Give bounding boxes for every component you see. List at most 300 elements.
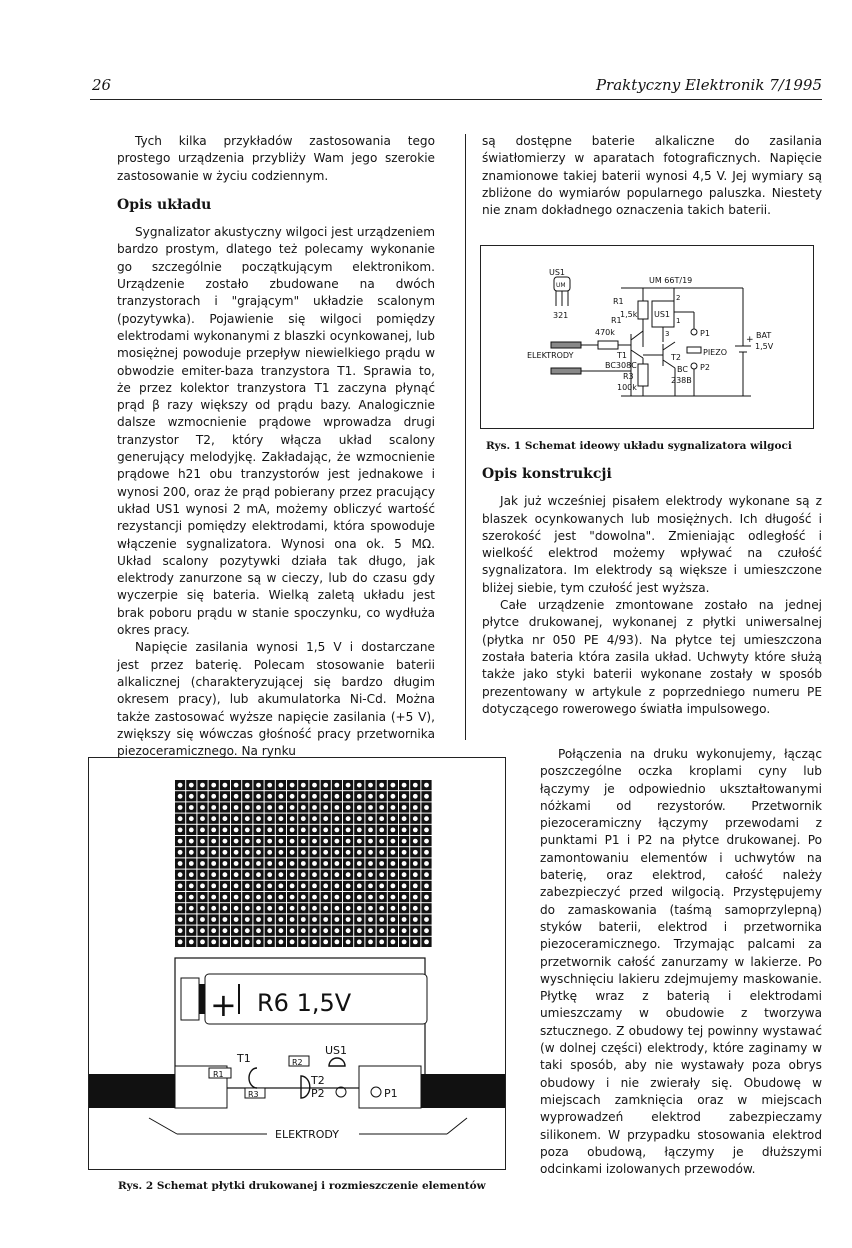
pcb-pad-hole — [256, 783, 261, 788]
pcb-pad-hole — [290, 783, 295, 788]
pin2-label: 2 — [676, 294, 681, 302]
pcb-pad-hole — [245, 794, 250, 799]
pcb-pad-hole — [391, 928, 396, 933]
pcb-pad-hole — [256, 917, 261, 922]
pcb-pad-hole — [312, 884, 317, 889]
pin1-label: 1 — [676, 317, 681, 325]
pcb-pad-hole — [335, 884, 340, 889]
pcb-pad-hole — [256, 872, 261, 877]
pcb-pad-hole — [178, 850, 183, 855]
section-heading-circuit: Opis układu — [117, 196, 212, 213]
pcb-pad-hole — [200, 884, 205, 889]
pcb-pad-hole — [391, 805, 396, 810]
pcb-pad-hole — [301, 906, 306, 911]
pcb-pad-hole — [211, 805, 216, 810]
pcb-pad-hole — [211, 940, 216, 945]
pcb-pad-hole — [346, 861, 351, 866]
pcb-pad-hole — [223, 895, 228, 900]
pcb-us1-label: US1 — [325, 1044, 348, 1057]
pcb-pad-hole — [234, 928, 239, 933]
pcb-pad-hole — [189, 816, 194, 821]
pcb-pad-hole — [245, 928, 250, 933]
p2-label: P2 — [700, 363, 710, 372]
pcb-pad-hole — [200, 940, 205, 945]
pcb-pad-hole — [211, 895, 216, 900]
pcb-pad-hole — [211, 828, 216, 833]
pcb-pad-hole — [357, 906, 362, 911]
pcb-pad-hole — [267, 839, 272, 844]
pcb-pad-hole — [335, 861, 340, 866]
pcb-pad-hole — [301, 928, 306, 933]
pcb-pad-hole — [223, 940, 228, 945]
pcb-pad-hole — [335, 839, 340, 844]
pcb-pad-hole — [402, 783, 407, 788]
pcb-pad-hole — [368, 906, 373, 911]
pcb-pad-hole — [245, 861, 250, 866]
pcb-pad-hole — [368, 872, 373, 877]
pcb-pad-hole — [279, 828, 284, 833]
pcb-pad-hole — [267, 906, 272, 911]
pcb-pad-hole — [379, 928, 384, 933]
pcb-pad-hole — [424, 872, 429, 877]
pcb-pad-hole — [335, 895, 340, 900]
r1-ref-label: R1 — [611, 316, 622, 325]
journal-title: Praktyczny Elektronik 7/1995 — [595, 76, 822, 94]
pcb-pad-hole — [346, 872, 351, 877]
pcb-pad-hole — [391, 872, 396, 877]
pcb-pad-hole — [234, 884, 239, 889]
pcb-pad-hole — [368, 917, 373, 922]
circuit-paragraph-1: Sygnalizator akustyczny wilgoci jest urządzeniem bardzo prostym, dlatego też polecamy wykonanie go szczególnie początkującym elektronikom. Urządzenie zostało zbudowane na dwóch tranzystorach i "grającym" układzie scalonym (pozytywka). Pojawienie się wilgoci pomiędzy elektrodami wykonanymi z blaszki ocynkowanej, lub mosiężnej powoduje przepływ niewielkiego prądu w obwodzie emiter-baza tranzystora T1. Sprawia to, że przez kolektor tranzystora T1 zaczyna płynąć prąd β razy większy od prądu bazy. Analogicznie dalsze wzmocnienie prądowe wprowadza drugi tranzystor T2, który włącza układ scalony generujący melodyjkę. Zakładając, że wzmocnienie prądowe h21 obu tranzystorów jest jednakowe i wynosi 200, oraz że prąd pobierany przez pracujący układ US1 wynosi 2 mA, możemy obliczyć wartość rezystancji pomiędzy elektrodami, która spowoduje włączenie sygnalizatora. Wynosi ona ok. 5 MΩ. Układ scalony pozytywki działa tak długo, jak elektrody zanurzone są w cieczy, lub do czasu gdy wyczerpie się bateria. Wielką zaletą układu jest brak poboru prądu w stanie spoczynku, co wydłuża okres pracy. — [117, 225, 435, 638]
pcb-pad-hole — [256, 884, 261, 889]
pcb-pad-hole — [290, 794, 295, 799]
pcb-pad-hole — [234, 839, 239, 844]
pcb-pad-hole — [357, 794, 362, 799]
pcb-pad-hole — [391, 884, 396, 889]
pcb-pad-hole — [234, 940, 239, 945]
pcb-pad-hole — [391, 895, 396, 900]
pcb-pad-hole — [256, 828, 261, 833]
pcb-pad-hole — [256, 794, 261, 799]
pcb-pad-hole — [357, 816, 362, 821]
pcb-pad-hole — [245, 783, 250, 788]
pcb-pad-hole — [189, 928, 194, 933]
pcb-pad-hole — [357, 928, 362, 933]
pcb-pad-hole — [178, 884, 183, 889]
pcb-pad-hole — [267, 816, 272, 821]
pcb-pad-hole — [413, 816, 418, 821]
pcb-pad-hole — [279, 805, 284, 810]
pcb-pad-hole — [402, 816, 407, 821]
pcb-pad-hole — [189, 850, 194, 855]
pcb-pad-hole — [346, 783, 351, 788]
pcb-pad-hole — [223, 884, 228, 889]
pcb-pad-hole — [223, 816, 228, 821]
pcb-pad-hole — [279, 861, 284, 866]
pcb-pad-hole — [301, 783, 306, 788]
pcb-pad-hole — [379, 872, 384, 877]
pcb-pad-hole — [312, 850, 317, 855]
pcb-pad-hole — [312, 872, 317, 877]
pcb-pad-hole — [357, 828, 362, 833]
column-divider — [465, 134, 466, 740]
pcb-pad-hole — [301, 917, 306, 922]
pcb-pad-hole — [402, 839, 407, 844]
pcb-pad-hole — [189, 783, 194, 788]
pcb-pad-hole — [402, 850, 407, 855]
pcb-pad-hole — [391, 828, 396, 833]
pcb-pad-hole — [391, 794, 396, 799]
pcb-pad-hole — [290, 884, 295, 889]
pcb-pad-hole — [290, 816, 295, 821]
pcb-pad-hole — [211, 794, 216, 799]
pcb-r1-label: R1 — [213, 1070, 224, 1079]
construction-paragraph-2: Całe urządzenie zmontowane zostało na jednej płytce drukowanej, wykonanej z płytki uniwersalnej (płytka nr 050 PE 4/93). Na płytce tej umieszczona została bateria która zasila układ. Uchwyty które służą także jako styki baterii wykonane zostały w sposób prezentowany w artykule z poprzedniego numeru PE dotyczącego rowerowego światła impulsowego. — [482, 598, 822, 716]
pcb-p2-label: P2 — [311, 1087, 325, 1100]
pcb-pad-hole — [323, 794, 328, 799]
pcb-pad-hole — [290, 940, 295, 945]
pcb-pad-hole — [323, 884, 328, 889]
t2-type2-label: 238B — [671, 376, 692, 385]
pcb-pad-hole — [178, 928, 183, 933]
pcb-pad-hole — [290, 828, 295, 833]
pcb-pad-hole — [223, 872, 228, 877]
pcb-pad-hole — [200, 906, 205, 911]
pcb-pad-hole — [424, 861, 429, 866]
figure-pcb — [88, 757, 506, 1170]
pcb-pad-hole — [200, 783, 205, 788]
pcb-pad-hole — [189, 884, 194, 889]
pcb-pad-hole — [189, 940, 194, 945]
right-column-top — [482, 133, 822, 219]
pcb-pad-hole — [424, 917, 429, 922]
pcb-pad-hole — [234, 828, 239, 833]
t1-type-label: BC308C — [605, 361, 637, 370]
pcb-pad-hole — [223, 928, 228, 933]
pcb-pad-hole — [279, 850, 284, 855]
pcb-pad-hole — [178, 816, 183, 821]
pcb-pad-hole — [178, 940, 183, 945]
pcb-pad-hole — [290, 928, 295, 933]
pcb-pad-hole — [245, 816, 250, 821]
pcb-pad-hole — [189, 839, 194, 844]
pcb-pad-hole — [346, 816, 351, 821]
pcb-pad-hole — [223, 850, 228, 855]
pcb-pad-hole — [245, 917, 250, 922]
pcb-pad-hole — [279, 906, 284, 911]
pcb-pad-hole — [279, 895, 284, 900]
pcb-pad-hole — [424, 940, 429, 945]
pcb-pad-hole — [335, 928, 340, 933]
pcb-pad-hole — [290, 850, 295, 855]
pcb-pad-hole — [200, 895, 205, 900]
pcb-pad-hole — [234, 917, 239, 922]
battery-label: BAT — [756, 331, 772, 340]
pcb-pad-hole — [301, 828, 306, 833]
pcb-pad-hole — [323, 928, 328, 933]
pcb-pad-hole — [402, 872, 407, 877]
pcb-pad-hole — [335, 805, 340, 810]
pcb-pad-hole — [357, 783, 362, 788]
pcb-pad-hole — [357, 895, 362, 900]
pcb-pad-hole — [402, 794, 407, 799]
battery-voltage-label: 1,5V — [755, 342, 774, 351]
pcb-pad-hole — [189, 895, 194, 900]
pcb-pad-hole — [223, 917, 228, 922]
pcb-pad-hole — [379, 861, 384, 866]
pcb-pad-hole — [413, 861, 418, 866]
pcb-pad-hole — [424, 906, 429, 911]
pcb-pad-hole — [379, 794, 384, 799]
pcb-pad-hole — [200, 805, 205, 810]
header-rule — [90, 99, 822, 100]
pcb-pad-hole — [335, 872, 340, 877]
pcb-pad-hole — [413, 884, 418, 889]
pcb-pad-hole — [301, 850, 306, 855]
pcb-pad-hole — [391, 861, 396, 866]
pcb-pad-hole — [301, 940, 306, 945]
r1-label: R1 — [613, 297, 624, 306]
pcb-pad-hole — [267, 783, 272, 788]
right-column-middle — [482, 466, 822, 718]
figure-schematic — [480, 245, 814, 429]
pcb-pad-hole — [200, 861, 205, 866]
pcb-pad-hole — [402, 884, 407, 889]
pcb-pad-hole — [379, 917, 384, 922]
pin3-label: 3 — [665, 330, 670, 338]
pcb-pad-hole — [211, 884, 216, 889]
pcb-pad-hole — [402, 861, 407, 866]
pcb-pad-hole — [413, 906, 418, 911]
pcb-pad-hole — [211, 861, 216, 866]
battery-plus-sign: + — [210, 986, 237, 1024]
pcb-pad-hole — [312, 895, 317, 900]
pcb-pad-hole — [234, 872, 239, 877]
t2-label: T2 — [671, 353, 681, 362]
pcb-pad-hole — [290, 917, 295, 922]
construction-paragraph-3: Połączenia na druku wykonujemy, łącząc poszczególne oczka kroplami cyny lub łączymy je odpowiednio ukształtowanymi nóżkami od rezystorów. Przetwornik piezoceramiczny łączymy przewodami z punktami P1 i P2 na płytce drukowanej. Po zamontowaniu elementów i uchwytów na baterię, oraz elektrod, całość należy zabezpieczyć przed wilgocią. Przystępujemy do zamaskowania (taśmą samoprzylepną) styków baterii, elektrod i przetwornika piezoceramicznego. Trzymając palcami za przetwornik całość zanurzamy w lakierze. Po wyschnięciu lakieru zdejmujemy maskowanie. Płytkę wraz z baterią i elektrodami umieszczamy w obudowie z tworzywa sztucznego. Z obudowy tej powinny wystawać (w dolnej części) elektrody, które zaginamy w taki sposób, aby nie wystawały poza obrys obudowy i nie zwierały się. Obudowę w miejscach zamknięcia oraz w miejscach wyprowadzeń elektrod zabezpieczamy silikonem. W przypadku stosowania elektrod poza obudową, łączymy je dłuższymi odcinkami izolowanych przewodów. — [540, 747, 822, 1177]
pcb-pad-hole — [256, 839, 261, 844]
pcb-t2-label: T2 — [311, 1074, 325, 1087]
pcb-pad-hole — [189, 917, 194, 922]
pcb-pad-hole — [368, 895, 373, 900]
right-column-bottom — [540, 746, 822, 1178]
pcb-pad-hole — [223, 906, 228, 911]
pcb-pad-hole — [346, 884, 351, 889]
pcb-r2-label: R2 — [292, 1058, 303, 1067]
pcb-pad-hole — [267, 805, 272, 810]
r2-value-label: 470k — [595, 328, 615, 337]
pcb-pad-hole — [256, 816, 261, 821]
pcb-pad-hole — [279, 839, 284, 844]
pcb-pad-hole — [189, 906, 194, 911]
pcb-pad-hole — [424, 895, 429, 900]
pcb-pad-hole — [301, 794, 306, 799]
pcb-pad-hole — [413, 928, 418, 933]
pcb-pad-hole — [335, 816, 340, 821]
pcb-pad-hole — [312, 940, 317, 945]
pcb-pad-hole — [279, 794, 284, 799]
pcb-pad-hole — [323, 850, 328, 855]
pcb-drawing — [89, 758, 505, 1169]
pcb-pad-hole — [391, 940, 396, 945]
pcb-pad-hole — [424, 816, 429, 821]
pcb-pad-hole — [379, 828, 384, 833]
pcb-pad-hole — [335, 850, 340, 855]
battery-type-label: R6 1,5V — [257, 989, 352, 1017]
pcb-pad-hole — [256, 861, 261, 866]
pcb-pad-hole — [290, 906, 295, 911]
left-column — [117, 133, 435, 760]
pcb-pad-hole — [379, 850, 384, 855]
figure2-caption: Rys. 2 Schemat płytki drukowanej i rozmieszczenie elementów — [118, 1180, 486, 1192]
pcb-pad-hole — [223, 861, 228, 866]
pcb-pad-hole — [267, 861, 272, 866]
pcb-pad-hole — [346, 805, 351, 810]
pcb-pad-hole — [368, 783, 373, 788]
pcb-pad-hole — [256, 895, 261, 900]
pcb-pad-hole — [279, 816, 284, 821]
piezo-label: PIEZO — [703, 348, 728, 357]
pcb-pad-hole — [178, 794, 183, 799]
pcb-pad-hole — [379, 839, 384, 844]
pcb-pad-hole — [211, 839, 216, 844]
pcb-pad-hole — [424, 884, 429, 889]
schematic-drawing — [481, 246, 813, 428]
intro-paragraph: Tych kilka przykładów zastosowania tego prostego urządzenia przybliży Wam jego szerokie zastosowanie w życiu codziennym. — [117, 134, 435, 183]
pcb-pad-hole — [178, 828, 183, 833]
pcb-pad-hole — [368, 794, 373, 799]
pcb-pad-hole — [290, 805, 295, 810]
pcb-pad-hole — [323, 828, 328, 833]
pcb-pad-hole — [189, 872, 194, 877]
r1-value-label: 1,5k — [620, 310, 638, 319]
pcb-pad-hole — [234, 906, 239, 911]
pcb-pad-hole — [211, 783, 216, 788]
pcb-pad-hole — [223, 839, 228, 844]
pcb-pad-hole — [413, 872, 418, 877]
pcb-pad-hole — [323, 839, 328, 844]
pcb-pad-hole — [312, 805, 317, 810]
pcb-pad-hole — [402, 895, 407, 900]
r3-label: R3 — [623, 372, 634, 381]
pcb-pad-hole — [267, 850, 272, 855]
pcb-pad-hole — [379, 816, 384, 821]
pcb-pad-hole — [301, 839, 306, 844]
pcb-pad-hole — [357, 917, 362, 922]
pcb-pad-hole — [256, 906, 261, 911]
pcb-pad-hole — [245, 895, 250, 900]
pcb-pad-hole — [290, 895, 295, 900]
pcb-pad-hole — [368, 861, 373, 866]
pcb-pad-hole — [234, 805, 239, 810]
pcb-pad-hole — [335, 940, 340, 945]
pcb-pad-hole — [391, 839, 396, 844]
pcb-pad-hole — [301, 816, 306, 821]
page-number: 26 — [92, 76, 112, 94]
pcb-pad-hole — [245, 906, 250, 911]
pcb-pad-hole — [312, 861, 317, 866]
pcb-pad-hole — [312, 794, 317, 799]
pcb-pad-hole — [200, 928, 205, 933]
pcb-pad-hole — [301, 895, 306, 900]
pcb-pad-hole — [413, 794, 418, 799]
pcb-pad-hole — [279, 872, 284, 877]
pcb-pad-hole — [357, 850, 362, 855]
pcb-pad-hole — [279, 884, 284, 889]
pcb-pad-hole — [290, 872, 295, 877]
electrodes-label: ELEKTRODY — [527, 351, 574, 360]
pcb-pad-hole — [379, 805, 384, 810]
pcb-pad-hole — [424, 839, 429, 844]
pcb-pad-hole — [200, 816, 205, 821]
pcb-pad-hole — [379, 895, 384, 900]
pcb-pad-hole — [245, 850, 250, 855]
pcb-pad-hole — [379, 906, 384, 911]
pcb-pad-hole — [211, 872, 216, 877]
pcb-pad-hole — [368, 928, 373, 933]
pcb-pad-hole — [301, 872, 306, 877]
pcb-pad-hole — [200, 872, 205, 877]
pcb-pad-hole — [312, 816, 317, 821]
pcb-pad-hole — [335, 906, 340, 911]
pcb-pad-hole — [357, 884, 362, 889]
construction-paragraph-1: Jak już wcześniej pisałem elektrody wykonane są z blaszek ocynkowanych lub mosiężnych. Ich długość i szerokość jest "dowolna". Zmieniając odległość i wielkość elektrod możemy wpływać na czułość sygnalizatora. Im elektrody są większe i umieszczone bliżej siebie, tym czułość jest wyższa. — [482, 494, 822, 595]
pcb-pad-hole — [391, 783, 396, 788]
pcb-pad-hole — [189, 805, 194, 810]
pcb-pad-hole — [200, 850, 205, 855]
pcb-pad-hole — [234, 783, 239, 788]
circuit-paragraph-2: Napięcie zasilania wynosi 1,5 V i dostarczane jest przez baterię. Polecam stosowanie baterii alkalicznej (charakteryzującej się bardzo długim okresem pracy), lub akumulatorka Ni-Cd. Można także zastosować wyższe napięcie zasilania (+5 V), zwiększy się wówczas głośność pracy przetwornika piezoceramicznego. Na rynku — [117, 640, 435, 759]
pcb-pad-hole — [290, 839, 295, 844]
pcb-pad-hole — [391, 917, 396, 922]
pcb-pad-hole — [368, 816, 373, 821]
pcb-pad-hole — [223, 805, 228, 810]
pcb-pad-hole — [357, 861, 362, 866]
pcb-pad-hole — [279, 783, 284, 788]
pcb-pad-hole — [368, 884, 373, 889]
pcb-pad-hole — [424, 850, 429, 855]
pcb-pad-hole — [335, 783, 340, 788]
pcb-pad-hole — [368, 940, 373, 945]
pcb-pad-hole — [312, 828, 317, 833]
pcb-pad-hole — [379, 783, 384, 788]
pcb-pad-hole — [211, 928, 216, 933]
pcb-pad-hole — [178, 839, 183, 844]
pcb-pad-hole — [346, 917, 351, 922]
pcb-t1-label: T1 — [237, 1052, 251, 1065]
pcb-pad-hole — [223, 794, 228, 799]
r3-value-label: 100k — [617, 383, 637, 392]
pcb-pad-hole — [178, 783, 183, 788]
ic-icon-label: US1 — [549, 268, 566, 277]
pcb-pad-hole — [267, 828, 272, 833]
pcb-pad-hole — [312, 783, 317, 788]
pcb-pad-hole — [301, 805, 306, 810]
pcb-pad-hole — [323, 783, 328, 788]
pcb-pad-hole — [279, 940, 284, 945]
pcb-pad-hole — [234, 816, 239, 821]
pcb-pad-hole — [189, 794, 194, 799]
pcb-pad-hole — [357, 805, 362, 810]
pcb-pad-hole — [234, 861, 239, 866]
pcb-pad-hole — [267, 884, 272, 889]
pcb-pad-hole — [245, 839, 250, 844]
pcb-pad-hole — [402, 940, 407, 945]
pcb-pad-hole — [368, 828, 373, 833]
pcb-pad-hole — [368, 839, 373, 844]
pcb-pad-hole — [346, 794, 351, 799]
